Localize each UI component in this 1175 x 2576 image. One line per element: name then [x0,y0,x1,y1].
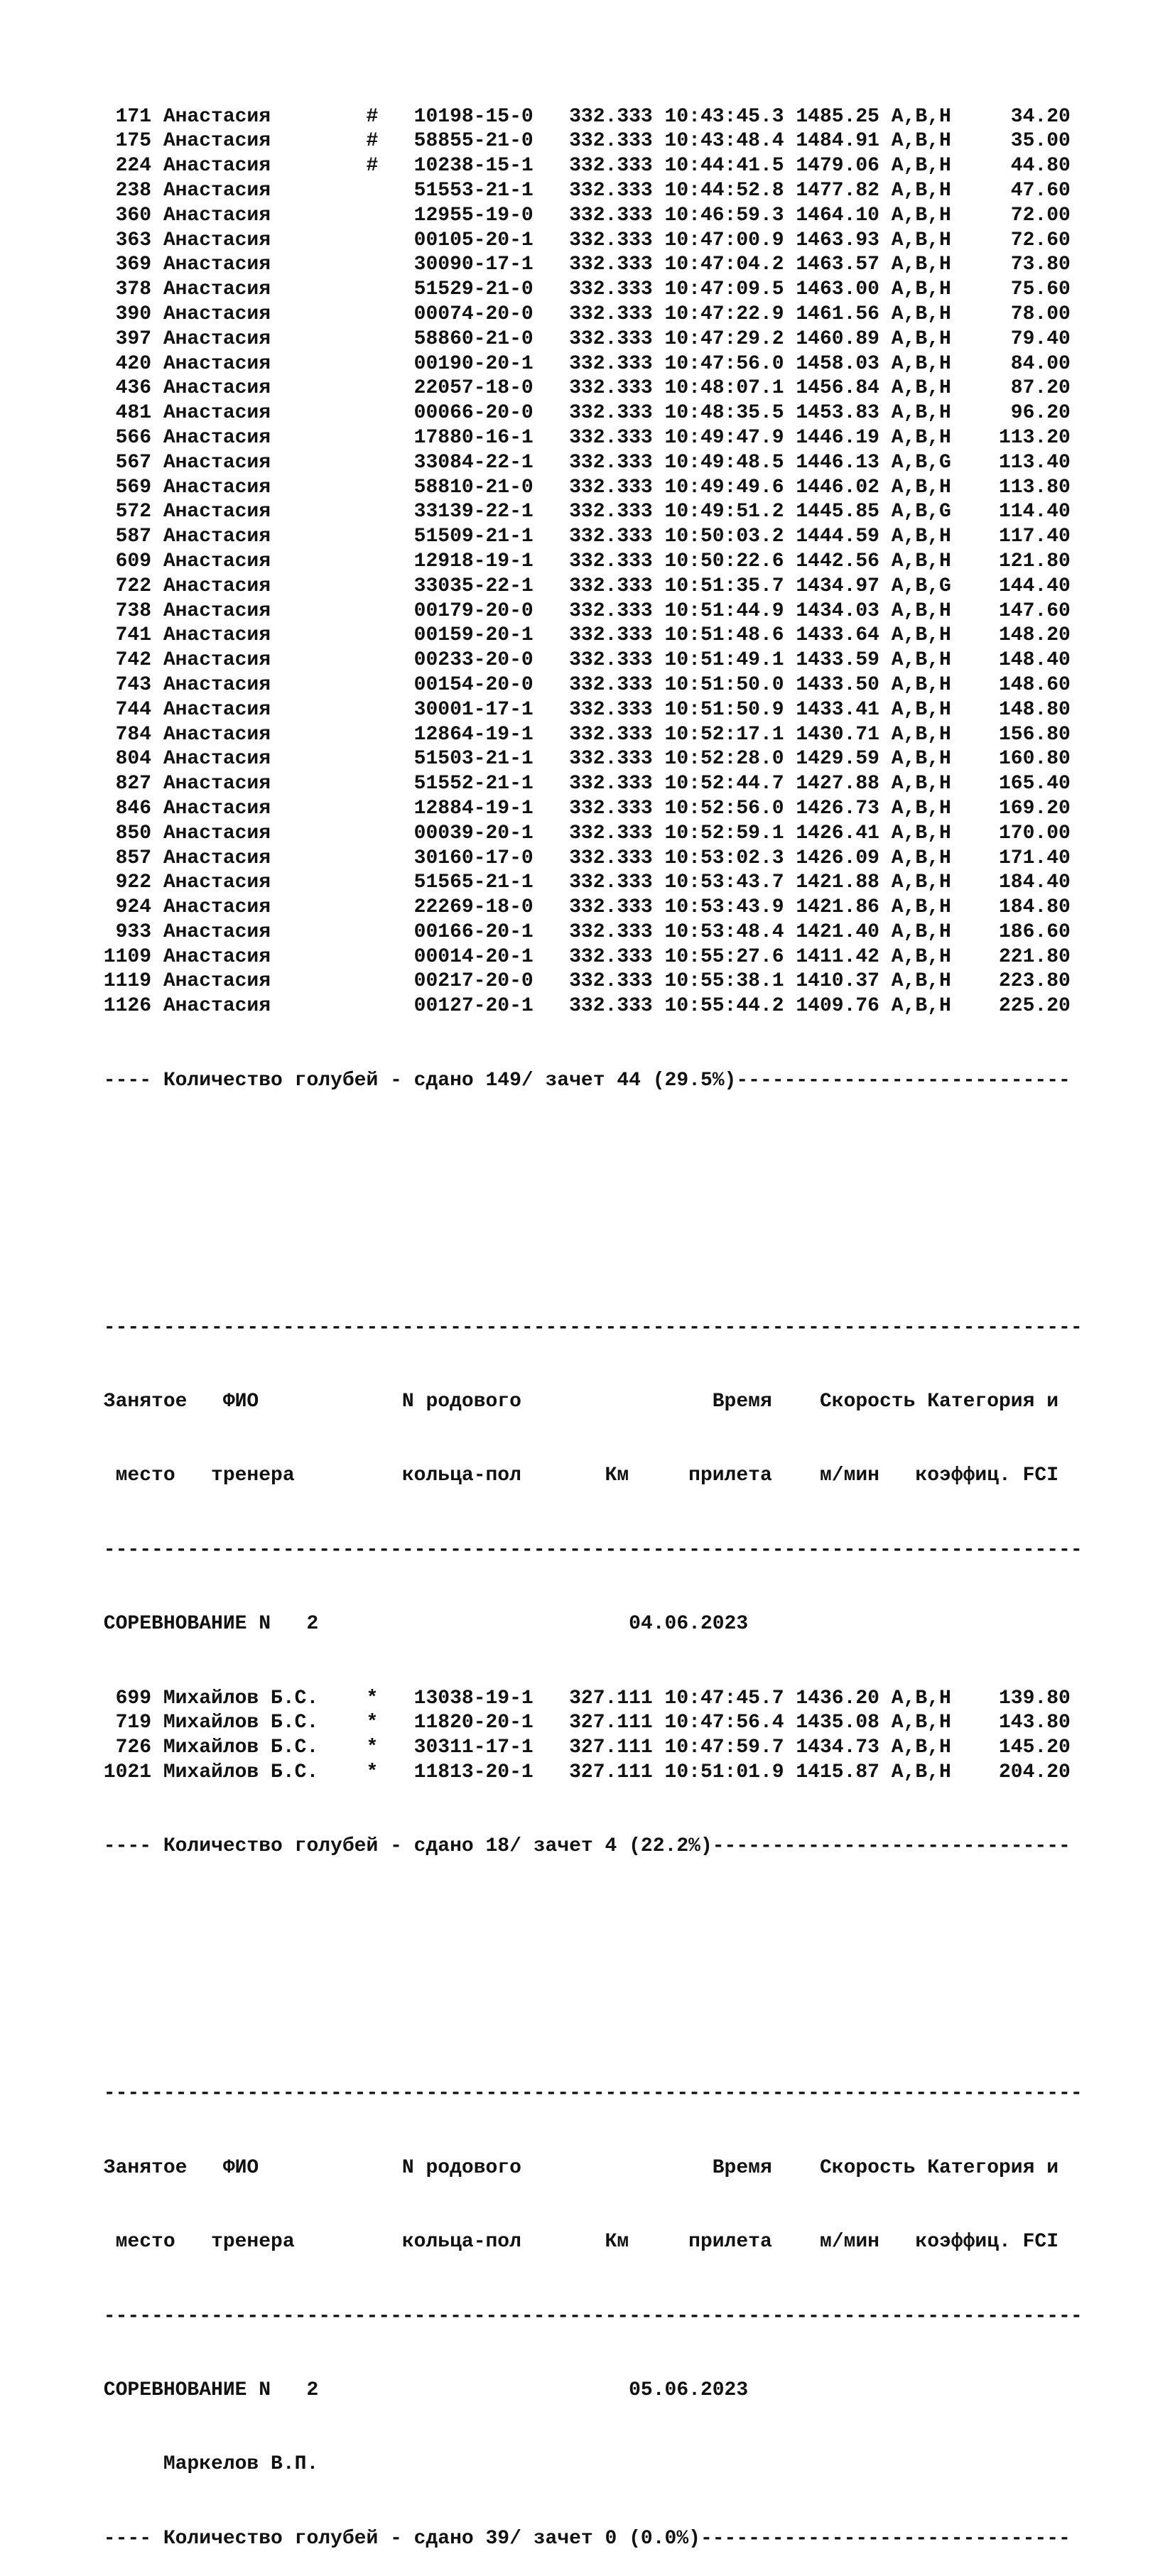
result-row: 360 Анастасия 12955-19-0 332.333 10:46:59.3 1464.10 A,B,H 72.00 [92,204,1071,227]
section2-header-2: место тренера кольца-пол Км прилета м/мин коэффиц. FCI [92,1464,1059,1487]
spacer [92,1143,1083,1168]
result-row: 567 Анастасия 33084-22-1 332.333 10:49:48.5 1446.13 A,B,G 113.40 [92,451,1071,474]
result-row: 743 Анастасия 00154-20-0 332.333 10:51:50.0 1433.50 A,B,H 148.60 [92,673,1071,696]
result-row: 1021 Михайлов Б.С. * 11813-20-1 327.111 10:51:01.9 1415.87 A,B,H 204.20 [92,1761,1071,1783]
section3-summary: ---- Количество голубей - сдано 39/ зачет 0 (0.0%)------------------------------- [92,2527,1071,2550]
result-row: 569 Анастасия 58810-21-0 332.333 10:49:49.6 1446.02 A,B,H 113.80 [92,476,1071,499]
result-row: 566 Анастасия 17880-16-1 332.333 10:49:47.9 1446.19 A,B,H 113.20 [92,426,1071,449]
result-row: 699 Михайлов Б.С. * 13038-19-1 327.111 10:47:45.7 1436.20 A,B,H 139.80 [92,1687,1071,1710]
section1-rows [92,105,1083,1019]
result-row: 175 Анастасия # 58855-21-0 332.333 10:43:48.4 1484.91 A,B,H 35.00 [92,130,1071,153]
result-row: 587 Анастасия 51509-21-1 332.333 10:50:03.2 1444.59 A,B,H 117.40 [92,526,1071,548]
section2-summary: ---- Количество голубей - сдано 18/ зачет 4 (22.2%)------------------------------ [92,1835,1071,1858]
result-row: 369 Анастасия 30090-17-1 332.333 10:47:04.2 1463.57 A,B,H 73.80 [92,254,1071,276]
result-row: 1119 Анастасия 00217-20-0 332.333 10:55:38.1 1410.37 A,B,H 223.80 [92,970,1071,993]
section3-rule-bottom: ---------------------------------------------------------------------------------- [92,2305,1083,2327]
section3-rule-top: ---------------------------------------------------------------------------------- [92,2082,1083,2105]
result-row: 1126 Анастасия 00127-20-1 332.333 10:55:44.2 1409.76 A,B,H 225.20 [92,995,1071,1018]
result-row: 238 Анастасия 51553-21-1 332.333 10:44:52.8 1477.82 A,B,H 47.60 [92,179,1071,202]
section2-rule-top: ---------------------------------------------------------------------------------- [92,1316,1083,1339]
spacer [92,1217,1083,1241]
result-row: 742 Анастасия 00233-20-0 332.333 10:51:49.1 1433.59 A,B,H 148.40 [92,649,1071,672]
result-row: 420 Анастасия 00190-20-1 332.333 10:47:56.0 1458.03 A,B,H 84.00 [92,352,1071,375]
section3-competition: СОРЕВНОВАНИЕ N 2 05.06.2023 [92,2379,749,2401]
result-row: 827 Анастасия 51552-21-1 332.333 10:52:44.7 1427.88 A,B,H 165.40 [92,773,1071,795]
result-row: 390 Анастасия 00074-20-0 332.333 10:47:22.9 1461.56 A,B,H 78.00 [92,303,1071,325]
section3-header-1: Занятое ФИО N родового Время Скорость Категория и [92,2156,1059,2179]
result-row: 738 Анастасия 00179-20-0 332.333 10:51:44.9 1434.03 A,B,H 147.60 [92,599,1071,622]
result-row: 609 Анастасия 12918-19-1 332.333 10:50:22.6 1442.56 A,B,H 121.80 [92,550,1071,572]
results-sheet [92,55,1083,2576]
section2-competition: СОРЕВНОВАНИЕ N 2 04.06.2023 [92,1613,749,1636]
result-row: 924 Анастасия 22269-18-0 332.333 10:53:43.9 1421.86 A,B,H 184.80 [92,896,1071,919]
section1-summary: ---- Количество голубей - сдано 149/ зачет 44 (29.5%)---------------------------- [92,1069,1071,1092]
result-row: 850 Анастасия 00039-20-1 332.333 10:52:59.1 1426.41 A,B,H 170.00 [92,822,1071,844]
result-row: 171 Анастасия # 10198-15-0 332.333 10:43:45.3 1485.25 A,B,H 34.20 [92,105,1071,128]
result-row: 933 Анастасия 00166-20-1 332.333 10:53:48.4 1421.40 A,B,H 186.60 [92,920,1071,943]
result-row: 1109 Анастасия 00014-20-1 332.333 10:55:27.6 1411.42 A,B,H 221.80 [92,945,1071,968]
result-row: 741 Анастасия 00159-20-1 332.333 10:51:48.6 1433.64 A,B,H 148.20 [92,624,1071,647]
result-row: 363 Анастасия 00105-20-1 332.333 10:47:00.9 1463.93 A,B,H 72.60 [92,229,1071,251]
result-row: 719 Михайлов Б.С. * 11820-20-1 327.111 10:47:56.4 1435.08 A,B,H 143.80 [92,1712,1071,1734]
section2-header-1: Занятое ФИО N родового Время Скорость Категория и [92,1391,1059,1413]
result-row: 572 Анастасия 33139-22-1 332.333 10:49:51.2 1445.85 A,B,G 114.40 [92,501,1071,523]
result-row: 846 Анастасия 12884-19-1 332.333 10:52:56.0 1426.73 A,B,H 169.20 [92,797,1071,820]
section2-rule-bottom: ---------------------------------------------------------------------------------- [92,1538,1083,1561]
result-row: 224 Анастасия # 10238-15-1 332.333 10:44:41.5 1479.06 A,B,H 44.80 [92,155,1071,178]
section3-trainer: Маркелов В.П. [92,2453,319,2476]
result-row: 744 Анастасия 30001-17-1 332.333 10:51:50.9 1433.41 A,B,H 148.80 [92,698,1071,721]
result-row: 378 Анастасия 51529-21-0 332.333 10:47:09.5 1463.00 A,B,H 75.60 [92,278,1071,301]
result-row: 804 Анастасия 51503-21-1 332.333 10:52:28.0 1429.59 A,B,H 160.80 [92,748,1071,771]
result-row: 784 Анастасия 12864-19-1 332.333 10:52:17.1 1430.71 A,B,H 156.80 [92,723,1071,746]
result-row: 722 Анастасия 33035-22-1 332.333 10:51:35.7 1434.97 A,B,G 144.40 [92,575,1071,597]
result-row: 726 Михайлов Б.С. * 30311-17-1 327.111 10:47:59.7 1434.73 A,B,H 145.20 [92,1737,1071,1759]
result-row: 922 Анастасия 51565-21-1 332.333 10:53:43.7 1421.88 A,B,H 184.40 [92,871,1071,894]
result-row: 397 Анастасия 58860-21-0 332.333 10:47:29.2 1460.89 A,B,H 79.40 [92,327,1071,350]
section3-header-2: место тренера кольца-пол Км прилета м/мин коэффиц. FCI [92,2231,1059,2254]
spacer [92,1983,1083,2008]
spacer [92,1909,1083,1934]
result-row: 481 Анастасия 00066-20-0 332.333 10:48:35.5 1453.83 A,B,H 96.20 [92,402,1071,425]
section2-rows [92,1687,1083,1786]
result-row: 857 Анастасия 30160-17-0 332.333 10:53:02.3 1426.09 A,B,H 171.40 [92,847,1071,869]
result-row: 436 Анастасия 22057-18-0 332.333 10:48:07.1 1456.84 A,B,H 87.20 [92,377,1071,400]
